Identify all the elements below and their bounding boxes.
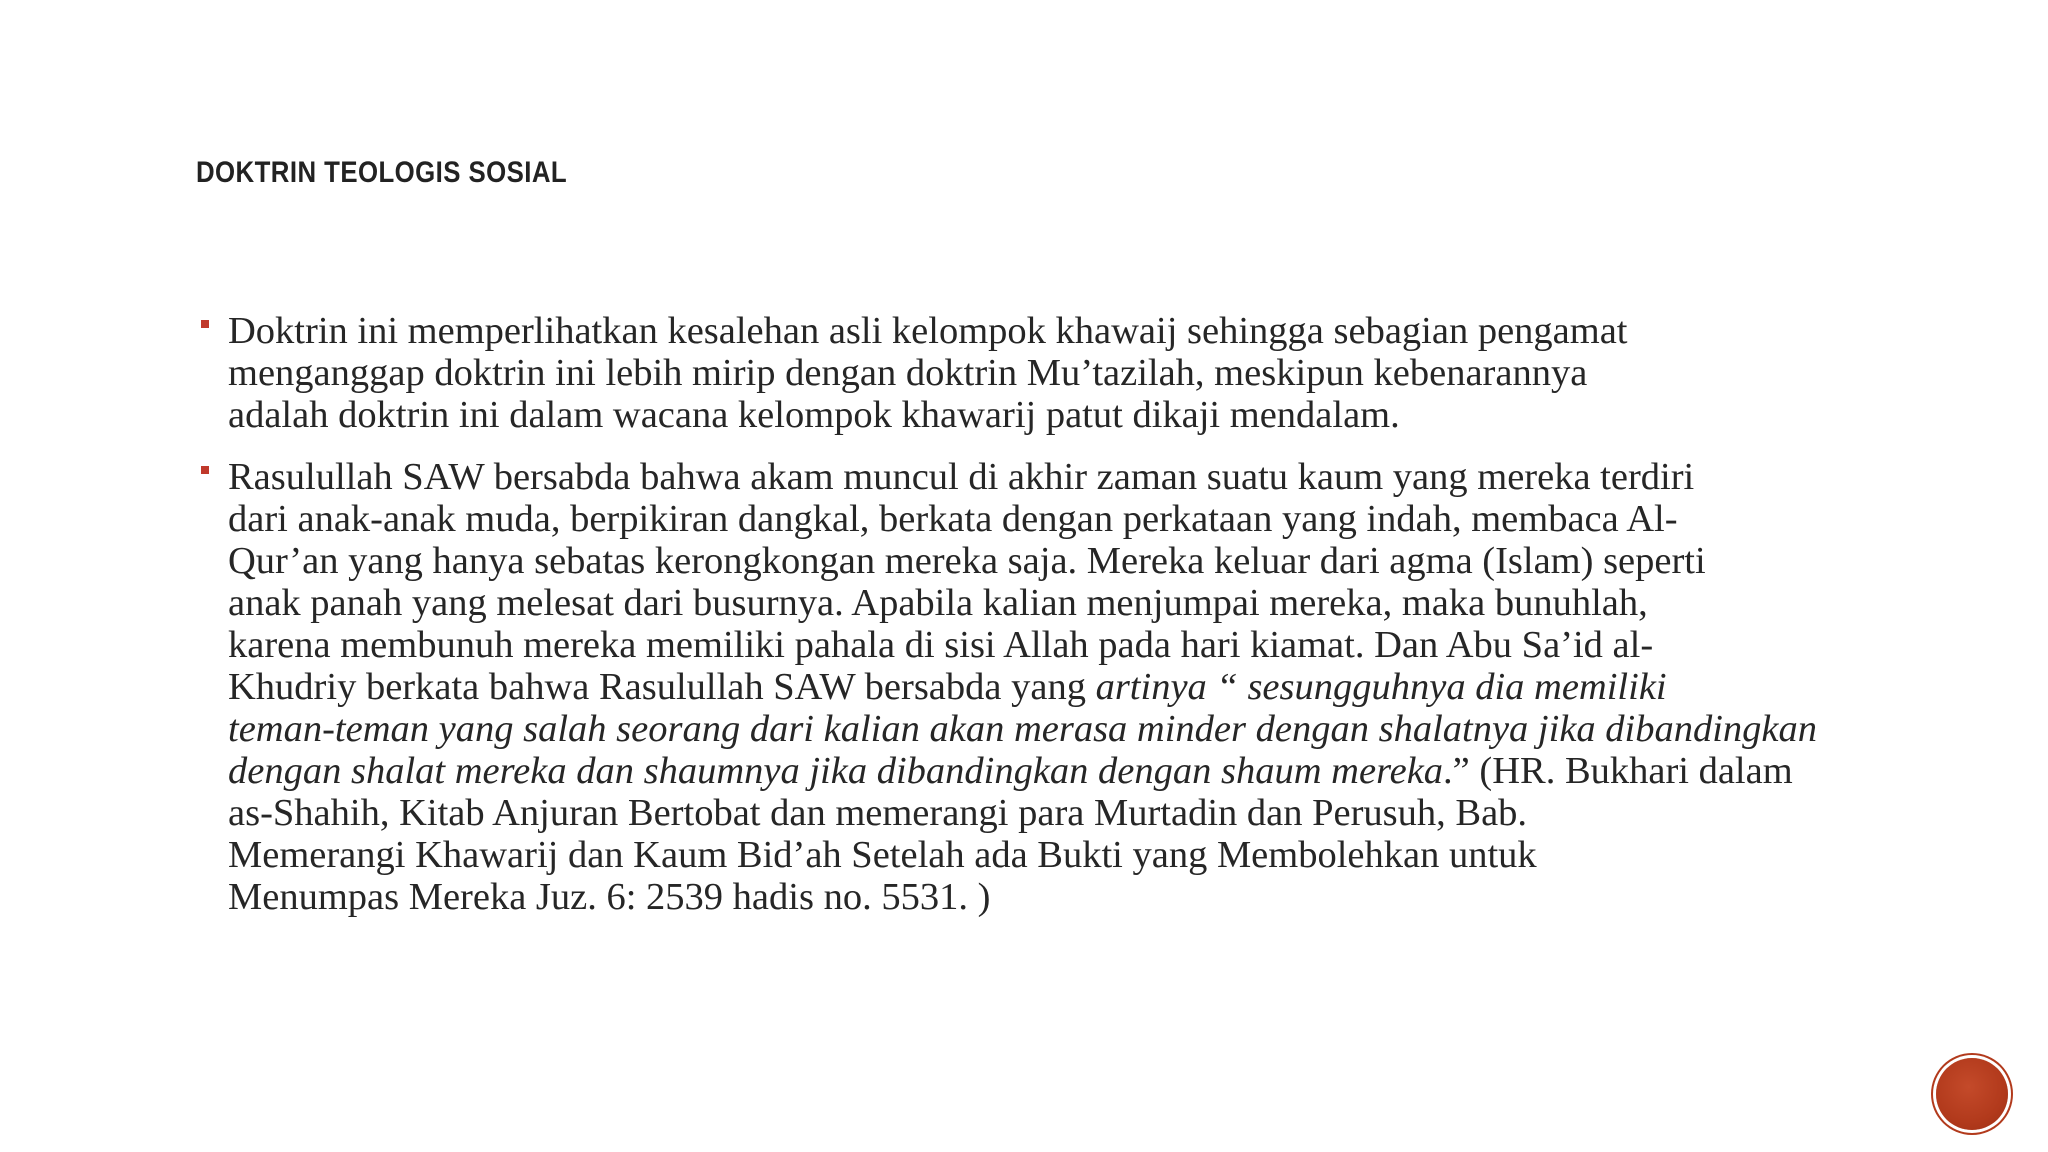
bullet-2-line-2: dari anak-anak muda, berpikiran dangkal, berkata dengan perkataan yang indah, membaca Al- <box>228 498 1678 540</box>
bullet-1-line-2: menganggap doktrin ini lebih mirip dengan doktrin Mu’tazilah, meskipun kebenarannya <box>228 352 1588 394</box>
slide-number-badge <box>1936 1058 2008 1130</box>
bullet-1-line-3: adalah doktrin ini dalam wacana kelompok khawarij patut dikaji mendalam. <box>228 394 1400 436</box>
bullet-2-line-6 <box>228 666 1898 708</box>
bullet-2-line-6-italic: artinya “ sesungguhnya dia memiliki <box>1095 666 1667 708</box>
bullet-item-1 <box>198 310 1898 436</box>
bullet-1-line-1: Doktrin ini memperlihatkan kesalehan asli kelompok khawaij sehingga sebagian pengamat <box>228 310 1628 352</box>
slide-body <box>198 310 1898 938</box>
bullet-2-line-10: Memerangi Khawarij dan Kaum Bid’ah Setelah ada Bukti yang Membolehkan untuk <box>228 834 1537 876</box>
bullet-2-line-8-plain: .” (HR. Bukhari dalam <box>1443 750 1793 792</box>
bullet-2-line-8-italic: dengan shalat mereka dan shaumnya jika dibandingkan dengan shaum mereka <box>228 750 1444 792</box>
bullet-2-line-5: karena membunuh mereka memiliki pahala di sisi Allah pada hari kiamat. Dan Abu Sa’id al- <box>228 624 1654 666</box>
bullet-2-line-11: Menumpas Mereka Juz. 6: 2539 hadis no. 5531. ) <box>228 876 991 918</box>
bullet-2-line-1: Rasulullah SAW bersabda bahwa akam muncul di akhir zaman suatu kaum yang mereka terdiri <box>228 456 1695 498</box>
bullet-item-2 <box>198 456 1898 918</box>
bullet-2-line-7: teman-teman yang salah seorang dari kalian akan merasa minder dengan shalatnya jika dibandingkan <box>228 708 1818 750</box>
bullet-2-line-8 <box>228 750 1898 792</box>
bullet-2-line-9: as-Shahih, Kitab Anjuran Bertobat dan memerangi para Murtadin dan Perusuh, Bab. <box>228 792 1528 834</box>
bullet-square-icon <box>201 320 209 328</box>
slide-title: DOKTRIN TEOLOGIS SOSIAL <box>196 156 568 189</box>
bullet-2-line-3: Qur’an yang hanya sebatas kerongkongan mereka saja. Mereka keluar dari agma (Islam) seperti <box>228 540 1706 582</box>
bullet-2-line-4: anak panah yang melesat dari busurnya. Apabila kalian menjumpai mereka, maka bunuhlah, <box>228 582 1648 624</box>
bullet-square-icon <box>201 466 209 474</box>
bullet-2-line-6-plain: Khudriy berkata bahwa Rasulullah SAW bersabda yang <box>228 666 1096 708</box>
